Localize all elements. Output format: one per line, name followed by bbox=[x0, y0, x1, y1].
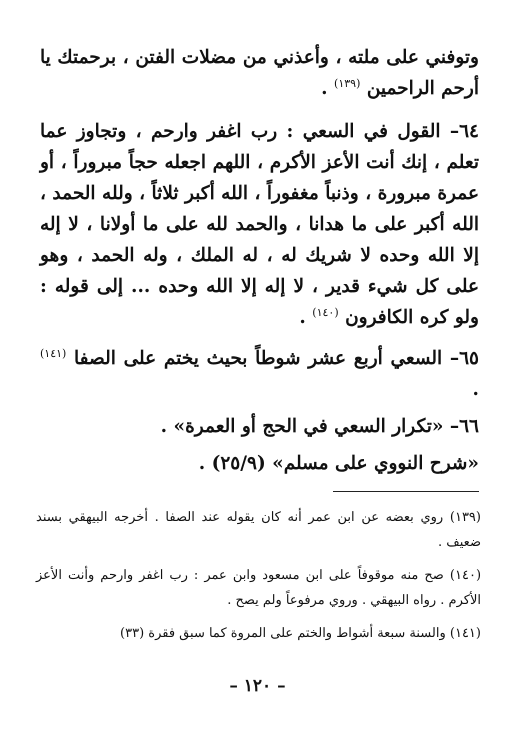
footnotes bbox=[36, 505, 481, 654]
intro-end: . bbox=[321, 78, 328, 99]
footnote-divider bbox=[333, 491, 479, 492]
footnote-ref-140: (١٤٠) bbox=[312, 305, 339, 319]
footnote-141 bbox=[36, 621, 481, 646]
item-65 bbox=[40, 343, 479, 405]
footnote-number: (١٣٩) bbox=[449, 510, 481, 525]
footnote-text: صح منه موقوفاً على ابن مسعود وابن عمر : رب اغفر وارحم وأنت الأعز الأكرم . رواه البيهقي . وروي مرفوعاً ولم يصح . bbox=[36, 568, 481, 608]
main-text bbox=[40, 42, 479, 479]
item-64 bbox=[40, 116, 479, 333]
intro-text: وتوفني على ملته ، وأعذني من مضلات الفتن ، برحمتك يا أرحم الراحمين bbox=[40, 47, 479, 99]
item-65-end: . bbox=[472, 379, 479, 400]
page-number: – ١٢٠ – bbox=[229, 676, 286, 696]
item-65-text: ٦٥– السعي أربع عشر شوطاً بحيث يختم على الصفا bbox=[74, 348, 479, 369]
footnote-ref-139: (١٣٩) bbox=[334, 76, 361, 90]
source-citation: «شرح النووي على مسلم» (٢٥/٩) . bbox=[198, 453, 479, 474]
footnote-number: (١٤١) bbox=[449, 626, 481, 641]
footnote-text: والسنة سبعة أشواط والختم على المروة كما سبق فقرة (٣٣) bbox=[120, 626, 446, 641]
footnote-ref-141: (١٤١) bbox=[40, 346, 67, 360]
item-66: ٦٦– «تكرار السعي في الحج أو العمرة» . bbox=[160, 416, 479, 437]
intro-paragraph bbox=[40, 42, 479, 104]
item-64-text: ٦٤– القول في السعي : رب اغفر وارحم ، وتجاوز عما تعلم ، إنك أنت الأعز الأكرم ، اللهم اجعله حجاً مبروراً ، أو عمرة مبرورة ، وذنباً مغفوراً ، الله أكبر ثلاثاً ، ولله الحمد ، الله أكبر على ما هدانا ، والحمد لله على ما أولانا ، لا إله إلا الله وحده لا شريك له ، له الملك ، وله الحمد ، وهو على كل شيء قدير ، لا إله إلا الله وحده ... إلى قوله : ولو كره الكافرون bbox=[40, 121, 479, 328]
footnote-text: روي بعضه عن ابن عمر أنه كان يقوله عند الصفا . أخرجه البيهقي بسند ضعيف . bbox=[36, 510, 481, 550]
footnote-140 bbox=[36, 563, 481, 613]
footnote-number: (١٤٠) bbox=[449, 568, 482, 583]
footnote-139 bbox=[36, 505, 481, 555]
item-64-end: . bbox=[299, 307, 306, 328]
